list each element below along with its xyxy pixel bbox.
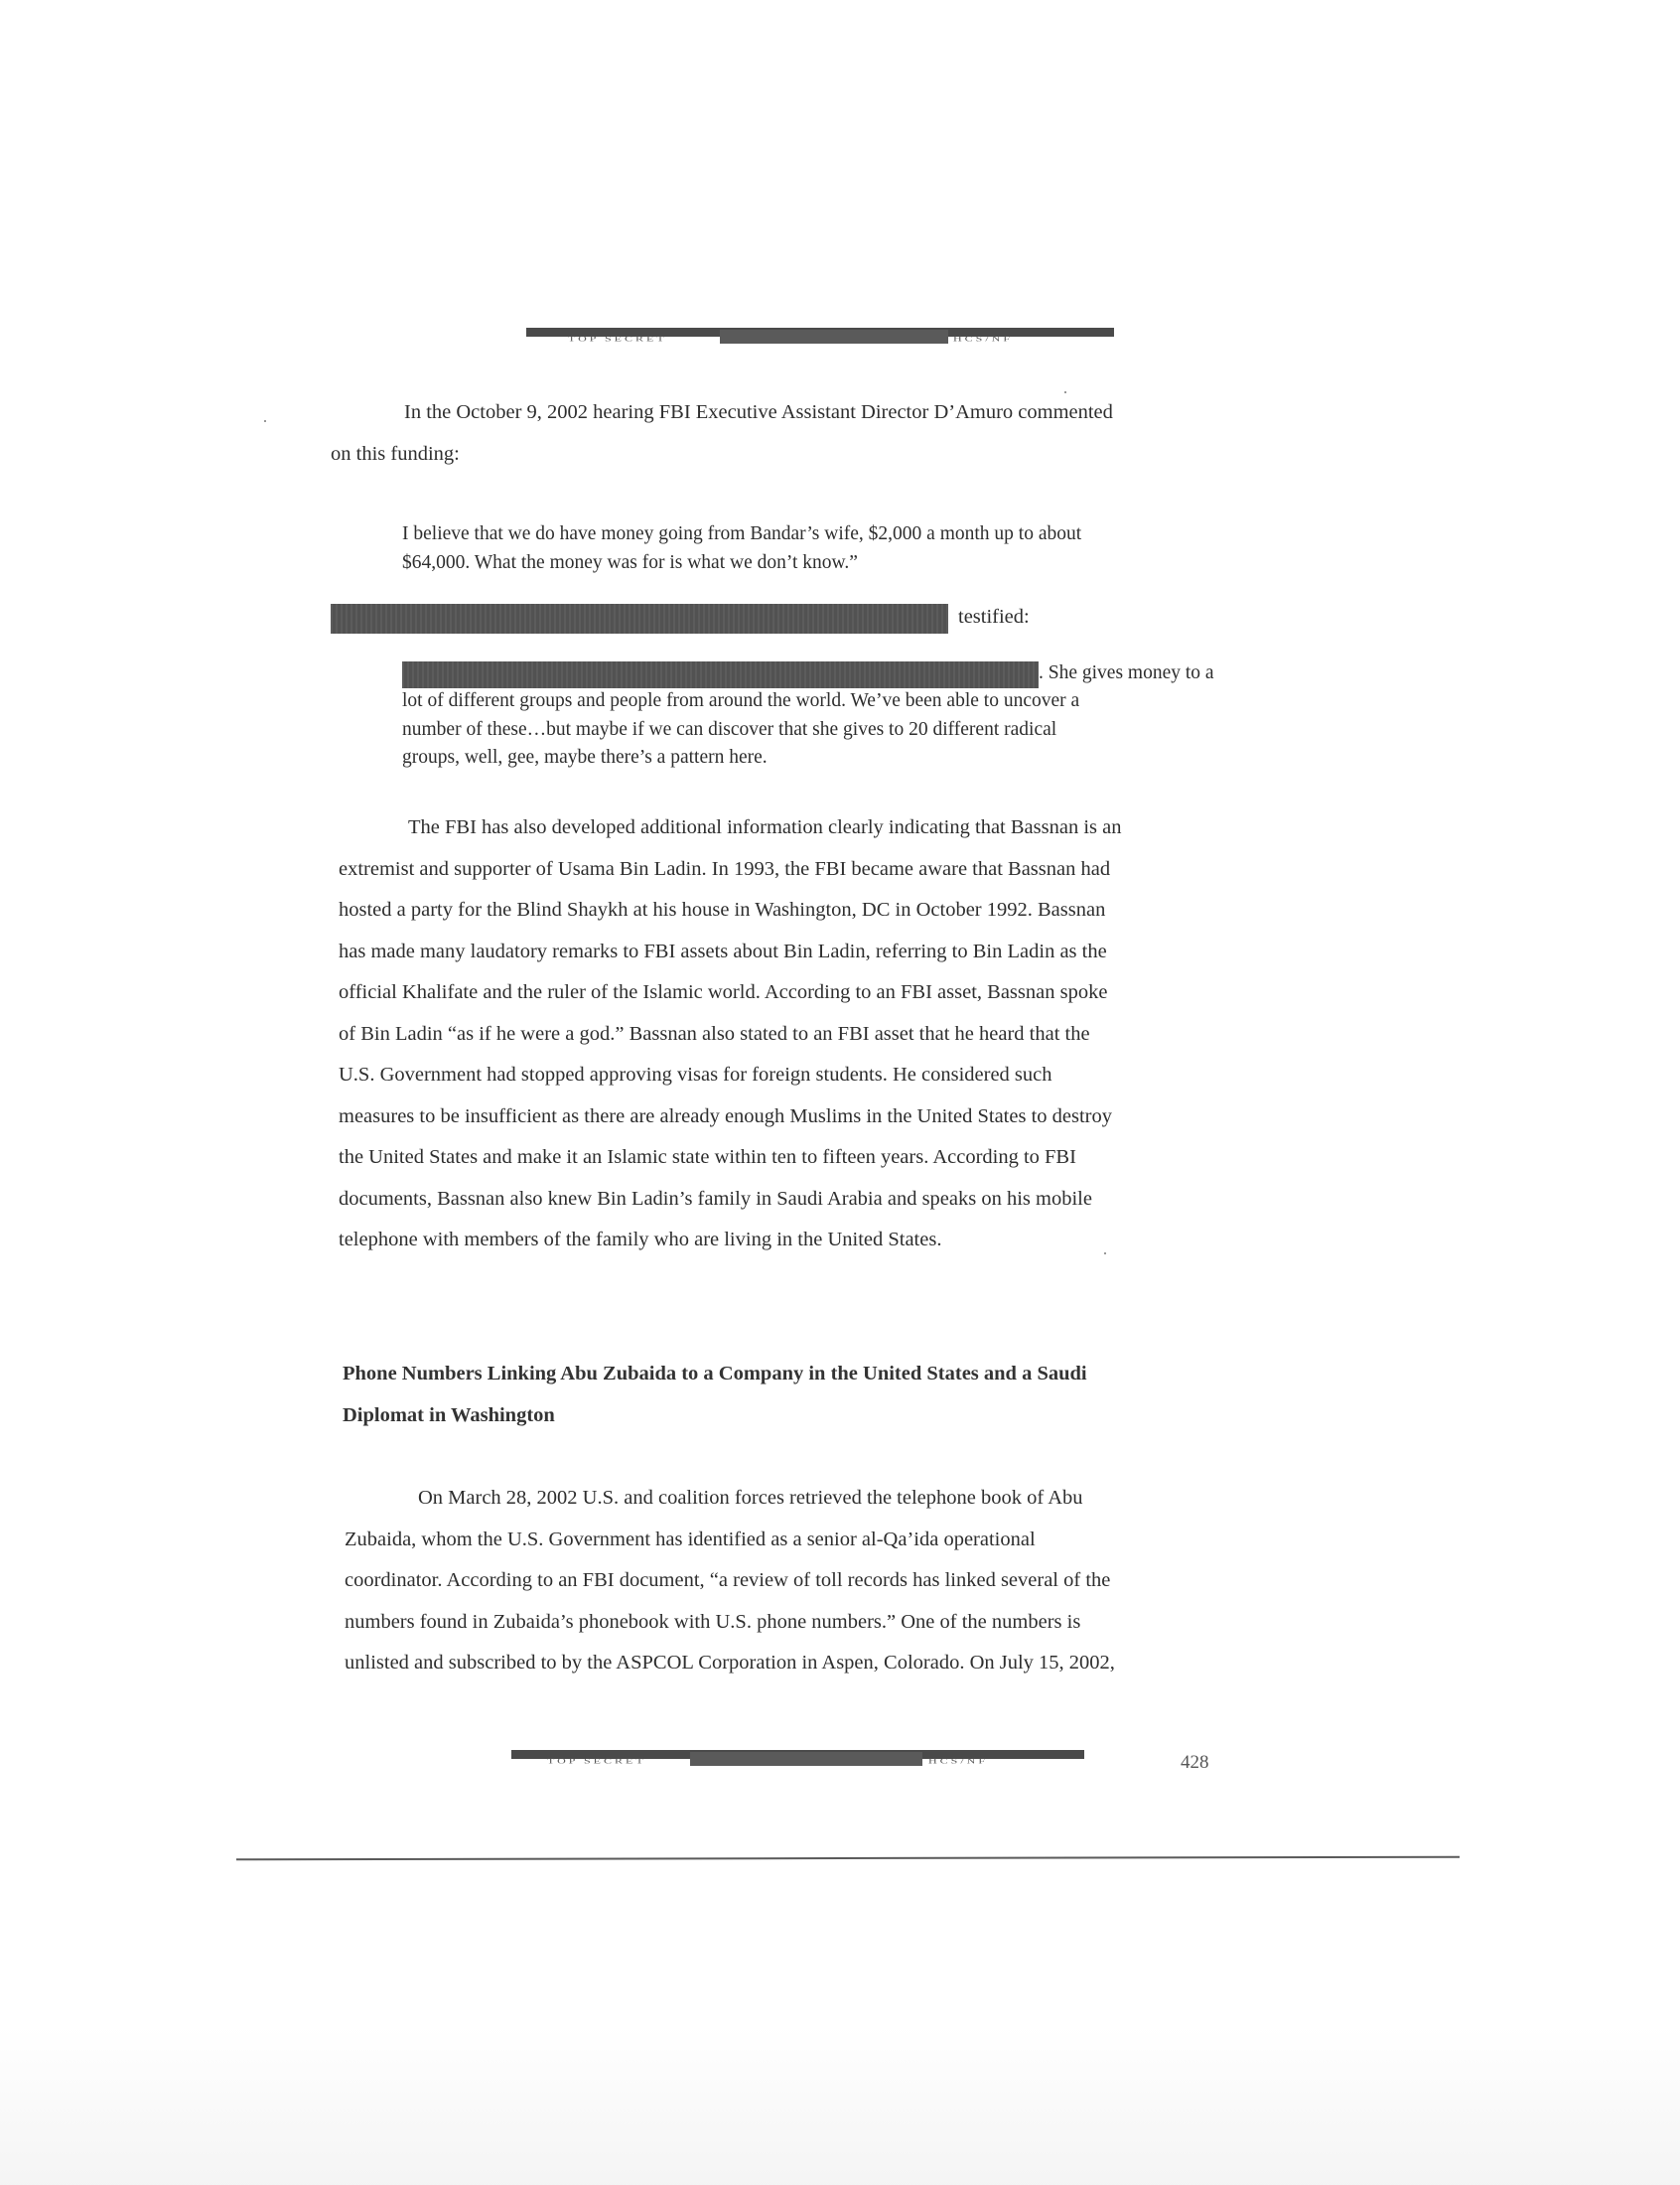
classification-banner-top (526, 328, 1114, 342)
heading-line: Phone Numbers Linking Abu Zubaida to a Company in the United States and a Saudi (343, 1363, 1087, 1384)
text-line: The FBI has also developed additional information clearly indicating that Bassnan is an (408, 816, 1122, 838)
text-line: has made many laudatory remarks to FBI assets about Bin Ladin, referring to Bin Ladin as the (339, 940, 1107, 962)
text-line: measures to be insufficient as there are already enough Muslims in the United States to destroy (339, 1104, 1112, 1127)
text-line: I believe that we do have money going from Bandar’s wife, $2,000 a month up to about (402, 523, 1082, 544)
heading-line: Diplomat in Washington (343, 1404, 555, 1426)
text-line: testified: (958, 606, 1030, 628)
quote-second-tail (1039, 659, 1214, 688)
text-line: unlisted and subscribed to by the ASPCOL Corporation in Aspen, Colorado. On July 15, 2002, (345, 1652, 1115, 1674)
text-line: . She gives money to a (1039, 662, 1214, 683)
text-line: telephone with members of the family who are living in the United States. (339, 1229, 942, 1250)
horizontal-rule (236, 1856, 1460, 1861)
scan-shading (0, 2026, 1680, 2185)
paragraph-zubaida (345, 1478, 1115, 1684)
page-number: 428 (1181, 1752, 1209, 1773)
section-heading (343, 1353, 1087, 1436)
text-line: number of these…but maybe if we can discover that she gives to 20 different radical (402, 718, 1057, 740)
text-line: the United States and make it an Islamic state within ten to fifteen years. According to FBI (339, 1146, 1076, 1168)
text-line: U.S. Government had stopped approving visas for foreign students. He considered such (339, 1064, 1052, 1086)
classification-text: TOP SECRET (568, 335, 667, 344)
redaction-block (402, 661, 1039, 688)
text-line: On March 28, 2002 U.S. and coalition forces retrieved the telephone book of Abu (418, 1487, 1083, 1509)
text-line: $64,000. What the money was for is what we don’t know.” (402, 551, 858, 573)
text-line: Zubaida, whom the U.S. Government has identified as a senior al-Qa’ida operational (345, 1528, 1036, 1550)
quote-damuro (402, 520, 1081, 577)
paragraph-bassnan (339, 807, 1121, 1261)
classification-suffix: HCS/NF (953, 335, 1014, 344)
paragraph-damuro-intro (331, 392, 1113, 475)
classification-text: TOP SECRET (547, 1757, 646, 1766)
scan-speck (1064, 391, 1066, 393)
text-line: groups, well, gee, maybe there’s a pattern here. (402, 747, 768, 768)
text-line: numbers found in Zubaida’s phonebook with U.S. phone numbers.” One of the numbers is (345, 1610, 1081, 1633)
classification-banner-bottom (511, 1750, 1084, 1764)
quote-second (402, 687, 1079, 773)
scan-speck (1104, 1252, 1106, 1254)
text-line: official Khalifate and the ruler of the Islamic world. According to an FBI asset, Bassnan spoke (339, 981, 1108, 1003)
text-line: In the October 9, 2002 hearing FBI Executive Assistant Director D’Amuro commented (404, 401, 1113, 423)
redaction-block (720, 330, 948, 344)
text-line: hosted a party for the Blind Shaykh at his house in Washington, DC in October 1992. Bassnan (339, 899, 1106, 921)
testified-label (958, 599, 1030, 635)
text-line: coordinator. According to an FBI document, “a review of toll records has linked several of the (345, 1569, 1111, 1591)
classification-suffix: HCS/NF (928, 1757, 989, 1766)
text-line: lot of different groups and people from around the world. We’ve been able to uncover a (402, 690, 1080, 711)
scan-speck (264, 420, 266, 422)
text-line: of Bin Ladin “as if he were a god.” Bassnan also stated to an FBI asset that he heard that the (339, 1022, 1090, 1045)
text-line: on this funding: (331, 442, 460, 465)
text-line: extremist and supporter of Usama Bin Ladin. In 1993, the FBI became aware that Bassnan had (339, 857, 1111, 880)
text-line: documents, Bassnan also knew Bin Ladin’s family in Saudi Arabia and speaks on his mobile (339, 1187, 1092, 1210)
redaction-block (331, 604, 948, 634)
redaction-block (690, 1752, 922, 1766)
